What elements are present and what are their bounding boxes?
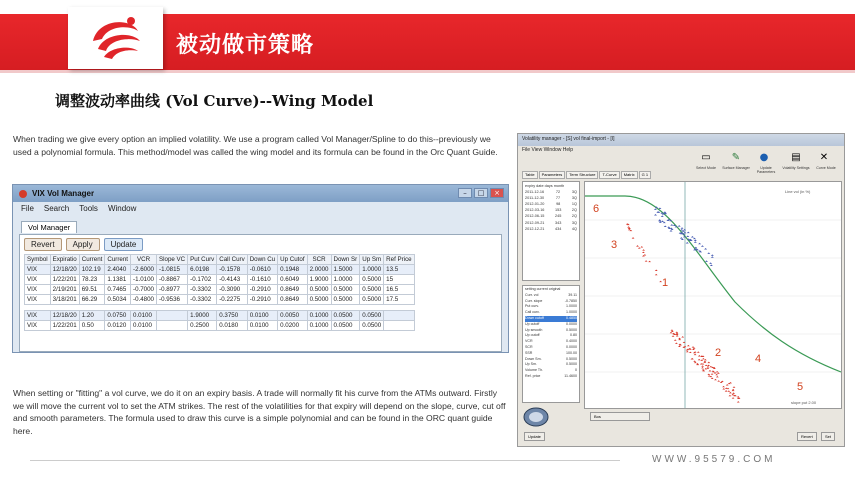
rp-window-title: Volatility manager - [S] vol final-import - [I] (518, 134, 844, 146)
rp-tabs (522, 171, 651, 179)
table-cell[interactable]: -0.8867 (157, 275, 188, 285)
surface-manager-icon[interactable]: ✎ (731, 152, 741, 163)
table-cell[interactable]: 0.5000 (360, 275, 384, 285)
tab-g1[interactable]: G 1 (639, 171, 651, 179)
param-cell: 0.0000 (566, 321, 577, 326)
annotation-5: 5 (797, 381, 804, 393)
table-cell[interactable]: -0.1578 (217, 265, 247, 275)
brand-logo (68, 7, 163, 69)
table-cell[interactable]: 1.0000 (331, 275, 360, 285)
apply-button[interactable]: Apply (66, 238, 100, 251)
param-cell: 0.5000 (566, 356, 577, 361)
param-cell: 0.5000 (566, 362, 577, 367)
param-cell: Up Sm. (525, 362, 537, 367)
table-header-row (25, 255, 415, 265)
expiry-cell: 2012-01-20 (525, 202, 545, 207)
param-cell: Curr. slope (525, 298, 543, 303)
column-header[interactable]: Expiratio (50, 255, 79, 265)
table-cell[interactable]: 0.5000 (307, 285, 331, 295)
table-cell[interactable]: 0.5000 (307, 295, 331, 305)
param-cell: Volume Th. (525, 368, 544, 373)
table-cell[interactable]: -0.1702 (188, 275, 217, 285)
column-header[interactable]: Put Curv (188, 255, 217, 265)
annotation-4: 4 (755, 353, 762, 365)
rp-set-button[interactable]: Set (821, 432, 835, 441)
table-cell[interactable]: 0.0100 (247, 321, 277, 331)
vol-curve-svg (585, 182, 841, 408)
table-cell[interactable]: 0.0100 (247, 311, 277, 321)
table-cell[interactable]: VIX (25, 265, 51, 275)
table-cell[interactable]: VIX (25, 275, 51, 285)
table-cell[interactable]: -0.9536 (157, 295, 188, 305)
expiry-cell: 77 (555, 196, 561, 201)
expiry-cell: 3Q (571, 190, 577, 195)
table-cell[interactable]: 3/18/201 (50, 295, 79, 305)
table-cell[interactable]: 0.0100 (131, 321, 157, 331)
column-header[interactable]: Slope VC (157, 255, 188, 265)
param-cell: 0 (575, 368, 577, 373)
close-icon[interactable]: × (490, 188, 504, 198)
page-title: 被动做市策略 (176, 33, 315, 58)
rp-menu-bar: File View Window Help (522, 147, 574, 153)
table-cell[interactable]: 2.0000 (307, 265, 331, 275)
rp-revert-button[interactable]: Revert (797, 432, 817, 441)
annotation-1: 1 (662, 277, 669, 289)
footer-divider (30, 460, 620, 461)
tab-t-curve[interactable]: T-Curve (599, 171, 619, 179)
table-cell[interactable]: 0.0750 (105, 311, 131, 321)
column-header[interactable]: Down Cu (247, 255, 277, 265)
vol-manager-screenshot (517, 133, 845, 447)
column-header[interactable]: Symbol (25, 255, 51, 265)
table-cell[interactable]: 0.3750 (217, 311, 247, 321)
column-header[interactable]: Down Sr (331, 255, 360, 265)
param-cell: Up smooth (525, 327, 543, 332)
expiry-cell: 2012-06-15 (525, 214, 545, 219)
table-cell[interactable]: 17.5 (384, 295, 414, 305)
param-cell: 1.0000 (566, 310, 577, 315)
table-cell[interactable]: 0.0180 (217, 321, 247, 331)
param-cell: 39.11 (568, 292, 577, 297)
tab-table[interactable]: Table (522, 171, 538, 179)
table-cell[interactable]: 0.0050 (278, 311, 307, 321)
left-screenshot-panel (8, 130, 513, 442)
brand-logo-icon (68, 7, 163, 69)
table-cell[interactable]: -0.3302 (188, 285, 217, 295)
table-cell[interactable] (384, 321, 414, 331)
tab-vol-manager[interactable]: Vol Manager (21, 221, 77, 233)
param-cell: 0.5000 (566, 327, 577, 332)
app-icon (19, 190, 27, 198)
expiry-cell: 3Q (571, 220, 577, 225)
rp-update-button[interactable]: Update (524, 432, 545, 441)
table-cell[interactable]: -0.2275 (217, 295, 247, 305)
window-title: VIX Vol Manager (32, 189, 95, 198)
table-cell[interactable]: -1.0815 (157, 265, 188, 275)
table-cell[interactable]: 1/22/201 (50, 275, 79, 285)
curve-mode-icon[interactable]: ✕ (819, 152, 829, 163)
table-cell[interactable]: -0.1610 (247, 275, 277, 285)
annotation-6: 6 (593, 203, 600, 215)
update-button[interactable]: Update (104, 238, 144, 251)
tab-term-structure[interactable]: Term Structure (566, 171, 598, 179)
table-cell[interactable]: 13.5 (384, 265, 414, 275)
expiry-cell: 2012-03-16 (525, 208, 545, 213)
expiry-cell: 2011-12-16 (525, 190, 545, 195)
table-cell[interactable]: 1.9000 (307, 275, 331, 285)
table-row[interactable] (25, 295, 415, 305)
param-cell: 0.4850 (566, 315, 577, 320)
parameter-list[interactable] (522, 285, 580, 403)
param-cell: 0.80 (570, 333, 577, 338)
vol-manager-body (19, 234, 502, 352)
table-cell[interactable]: VIX (25, 311, 51, 321)
table-cell[interactable]: 2/19/201 (50, 285, 79, 295)
table-cell[interactable]: 0.7465 (105, 285, 131, 295)
menu-window[interactable]: Window (107, 204, 137, 213)
param-cell: 100.00 (566, 350, 577, 355)
chart-status: slope put 2.00 (791, 400, 817, 405)
tab-matrix[interactable]: Matrix (621, 171, 638, 179)
table-row[interactable] (25, 275, 415, 285)
menu-search[interactable]: Search (43, 204, 70, 213)
toolbar-label-update: Update Parameters (756, 166, 776, 174)
window-controls (458, 188, 504, 198)
vix-vol-manager-window (12, 184, 509, 353)
param-cell: Down Sm. (525, 356, 542, 361)
table-cell[interactable]: 1/22/201 (50, 321, 79, 331)
table-cell[interactable]: 0.0100 (131, 311, 157, 321)
expiry-list[interactable] (522, 181, 580, 281)
tab-parameters[interactable]: Parameters (539, 171, 566, 179)
table-cell[interactable]: 0.8649 (278, 285, 307, 295)
table-cell[interactable]: 0.0200 (278, 321, 307, 331)
param-cell: Put curv. (525, 304, 539, 309)
expiry-cell: 4Q (571, 226, 577, 231)
header-shadow (0, 70, 855, 73)
expiry-cell: 2Q (571, 214, 577, 219)
param-cell: Down cutoff (525, 315, 544, 320)
table-row[interactable] (25, 321, 415, 331)
expiry-cell: 245 (555, 214, 562, 219)
table-cell[interactable]: -0.2910 (247, 285, 277, 295)
annotation-3: 3 (611, 239, 618, 251)
chart-label: Line vol (in %) (785, 189, 811, 194)
table-cell[interactable]: 0.0120 (105, 321, 131, 331)
vol-parameters-table (24, 254, 415, 331)
column-header[interactable]: Call Curv (217, 255, 247, 265)
table-cell[interactable]: 12/18/20 (50, 265, 79, 275)
expiry-cell: 2011-12-30 (525, 196, 545, 201)
expiry-cell: 2Q (571, 208, 577, 213)
table-cell[interactable]: -0.4800 (131, 295, 157, 305)
table-cell[interactable]: 0.50 (79, 321, 105, 331)
expiry-header: expiry date days month (525, 184, 565, 188)
toolbar-label-select: Select Mode (696, 166, 716, 170)
table-cell[interactable]: 0.1000 (307, 311, 331, 321)
table-cell[interactable]: 1.20 (79, 311, 105, 321)
param-cell: 1.0000 (566, 304, 577, 309)
param-cell: VCR (525, 339, 533, 344)
table-cell[interactable]: 1.1381 (105, 275, 131, 285)
revert-button[interactable]: Revert (24, 238, 62, 251)
table-cell[interactable]: 0.2500 (188, 321, 217, 331)
table-cell[interactable]: -0.8977 (157, 285, 188, 295)
column-header[interactable]: Current (105, 255, 131, 265)
column-header[interactable]: Up Cutof (278, 255, 307, 265)
table-cell[interactable]: 6.0198 (188, 265, 217, 275)
expiry-cell: 3Q (571, 196, 577, 201)
slide-subtitle: 调整波动率曲线 (Vol Curve)--Wing Model (55, 92, 374, 110)
vol-curve-chart[interactable] (584, 181, 842, 409)
column-header[interactable]: SCR (307, 255, 331, 265)
expiry-cell: 72 (555, 190, 561, 195)
table-cell[interactable]: 66.29 (79, 295, 105, 305)
table-cell[interactable]: 0.6049 (278, 275, 307, 285)
table-row[interactable] (25, 285, 415, 295)
param-cell: Up cutoff (525, 321, 540, 326)
param-cell: Call curv. (525, 310, 540, 315)
expiry-row[interactable] (525, 226, 577, 232)
table-cell[interactable]: -0.4143 (217, 275, 247, 285)
table-cell[interactable]: 0.5000 (360, 295, 384, 305)
trackball-control[interactable] (522, 406, 580, 428)
table-cell[interactable]: -0.3302 (188, 295, 217, 305)
table-cell[interactable]: 0.5000 (331, 295, 360, 305)
window-titlebar (13, 185, 508, 202)
param-cell: SSR (525, 350, 533, 355)
table-cell[interactable] (157, 321, 188, 331)
menu-file[interactable]: File (21, 204, 34, 213)
param-header: setting current original (525, 287, 561, 291)
table-cell[interactable]: 1.5000 (331, 265, 360, 275)
column-header[interactable]: Current (79, 255, 105, 265)
toolbar-label-surface: Surface Manager (722, 166, 750, 170)
table-cell[interactable]: VIX (25, 321, 51, 331)
table-cell[interactable]: 16.5 (384, 285, 414, 295)
menu-bar (13, 202, 508, 215)
table-cell[interactable]: -0.3090 (217, 285, 247, 295)
maximize-icon[interactable]: □ (474, 188, 488, 198)
expiry-cell: 98 (556, 202, 561, 207)
param-cell: Curr. vol (525, 292, 539, 297)
outro-paragraph: When setting or "fitting" a vol curve, we do it on an expiry basis. A trade will normally fit his curve from the ATMs outward. Firstly we will move the current vol to set the ATM strikes. The rest of the volatilities for that expiry will depend on the slope, curve, cut off and smooth parameters. The formula used to draw this curve is a simple polynomial and can be found in the ORC quant guide here. (13, 388, 506, 436)
table-cell[interactable]: 78.23 (79, 275, 105, 285)
table-cell[interactable]: -2.6000 (131, 265, 157, 275)
table-cell[interactable]: VIX (25, 295, 51, 305)
footer-url: WWW.95579.COM (652, 454, 776, 465)
table-cell[interactable]: 102.19 (79, 265, 105, 275)
param-cell: Ref. price (525, 373, 541, 378)
table-cell[interactable]: 1.9000 (188, 311, 217, 321)
table-cell[interactable]: 0.1000 (307, 321, 331, 331)
table-cell[interactable]: 0.0500 (360, 311, 384, 321)
table-cell[interactable] (157, 311, 188, 321)
table-cell[interactable]: 0.0500 (331, 311, 360, 321)
toolbar-label-settings: Volatility Settings (782, 166, 810, 170)
table-cell[interactable]: 69.51 (79, 285, 105, 295)
table-cell[interactable]: 0.8649 (278, 295, 307, 305)
table-cell[interactable]: 0.0500 (331, 321, 360, 331)
column-header[interactable]: VCR (131, 255, 157, 265)
toolbar-label-curve: Curve Mode (816, 166, 836, 170)
param-cell: SCR (525, 344, 533, 349)
expiry-cell: 2012-09-21 (525, 220, 545, 225)
rp-toolbar (694, 152, 842, 182)
table-cell[interactable]: 2.4040 (105, 265, 131, 275)
table-cell[interactable]: 0.5034 (105, 295, 131, 305)
table-row[interactable] (25, 311, 415, 321)
column-header[interactable]: Up Sm (360, 255, 384, 265)
param-row[interactable] (525, 374, 577, 380)
table-cell[interactable]: -0.0610 (247, 265, 277, 275)
expiry-cell: 153 (555, 208, 562, 213)
rp-dropdown[interactable]: Bos (590, 412, 650, 421)
param-cell: -0.7850 (564, 298, 577, 303)
action-buttons (20, 235, 501, 254)
volatility-settings-icon[interactable]: ▤ (791, 152, 801, 163)
table-cell[interactable]: 0.1948 (278, 265, 307, 275)
select-mode-icon[interactable]: ▭ (701, 152, 711, 163)
column-header[interactable]: Ref Price (384, 255, 414, 265)
table-cell[interactable]: -1.0100 (131, 275, 157, 285)
table-cell[interactable]: -0.2910 (247, 295, 277, 305)
expiry-cell: 1Q (571, 202, 577, 207)
param-cell: 11.4600 (564, 373, 577, 378)
table-cell[interactable]: 0.0500 (360, 321, 384, 331)
param-cell: Up outoff (525, 333, 540, 338)
expiry-cell: 434 (555, 226, 562, 231)
param-cell: 0.4000 (566, 339, 577, 344)
table-cell[interactable]: 0.5000 (331, 285, 360, 295)
table-cell[interactable] (384, 311, 414, 321)
table-cell[interactable]: 15 (384, 275, 414, 285)
expiry-cell: 2012-12-21 (525, 226, 545, 231)
menu-tools[interactable]: Tools (79, 204, 98, 213)
minimize-icon[interactable]: – (458, 188, 472, 198)
annotation-2: 2 (715, 347, 722, 359)
intro-paragraph: When trading we give every option an implied volatility. We use a program called Vol Manager/Spline to do this--previously we used a polynomial formula. This method/model was called the wing model and its formula can be found in the Orc Quant Guide. (13, 134, 498, 157)
table-row[interactable] (25, 265, 415, 275)
expiry-cell: 343 (555, 220, 562, 225)
param-cell: 0.0000 (566, 344, 577, 349)
table-cell[interactable]: 12/18/20 (50, 311, 79, 321)
update-parameters-icon[interactable]: ● (759, 152, 769, 163)
table-cell[interactable]: 0.5000 (360, 285, 384, 295)
table-cell[interactable]: VIX (25, 285, 51, 295)
table-cell[interactable]: -0.7000 (131, 285, 157, 295)
table-cell[interactable]: 1.0000 (360, 265, 384, 275)
